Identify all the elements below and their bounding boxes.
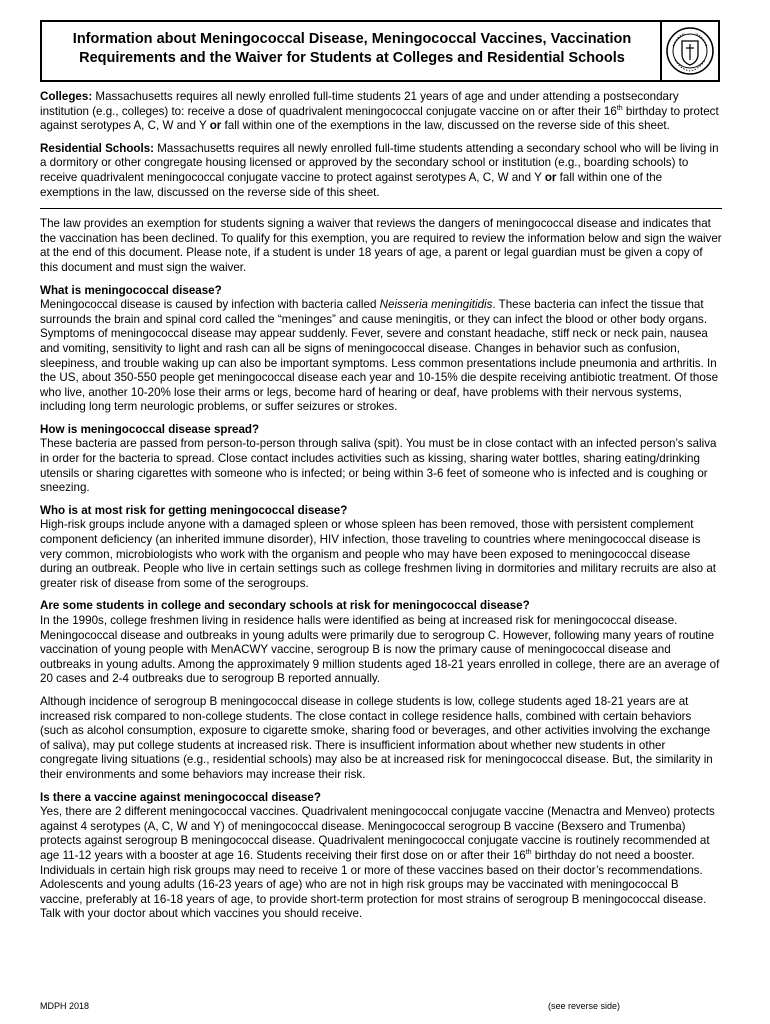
document-body — [40, 90, 722, 930]
colleges-or: or — [209, 119, 222, 133]
exemption-paragraph: The law provides an exemption for students signing a waiver that reviews the dangers of meningococcal disease and indicates that the vaccination has been declined. To qualify for this exemption, you are required to review the information below and sign the waiver at the end of this document. Please note, if a student is under 18 years of age, a parent or legal guardian must be given a copy of this document and must sign the waiver. — [40, 217, 722, 274]
residential-label: Residential Schools: — [40, 141, 155, 155]
vaccine-text-1: Yes, there are 2 different meningococcal vaccines. Quadrivalent meningococcal conjugate vaccine (Menactra and Menveo) protects against 4 serotypes (A, C, W and Y) of meningococcal disease. Meningococcal serogroup B vaccine (Bexsero and Trumenba) protects against serogroup B meningococcal disease. Quadrivalent meningococcal conjugate vaccine is routinely recommended at age 11-12 years with a booster at age 16. Students receiving their first dose on or after their 16 — [40, 805, 715, 862]
vaccine-sup: th — [525, 849, 532, 857]
title-line-2: Requirements and the Waiver for Students at Colleges and Residential Schools — [79, 50, 625, 66]
heading-students: Are some students in college and secondary schools at risk for meningococcal disease? — [40, 599, 530, 613]
spread-text: These bacteria are passed from person-to-person through saliva (spit). You must be in close contact with an infected person’s saliva in order for the bacteria to spread. Close contact includes activities such as kissing, sharing water bottles, sharing eating/drinking utensils or sharing cigarettes with someone who is infected; or being within 3-6 feet of someone who is infected and is coughing or sneezing. — [40, 437, 717, 495]
colleges-label: Colleges: — [40, 90, 93, 103]
residential-paragraph — [40, 142, 722, 200]
heading-vaccine: Is there a vaccine against meningococcal disease? — [40, 790, 321, 804]
footer-see-reverse: (see reverse side) — [548, 1001, 621, 1011]
section-what — [40, 284, 722, 415]
heading-spread: How is meningococcal disease spread? — [40, 422, 260, 436]
colleges-text-1: Massachusetts requires all newly enrolled full-time students 21 years of age and under attending a postsecondary institution (e.g., colleges) to: receive a dose of quadrivalent meningococcal conjugate vaccine on or after their 16 — [40, 90, 679, 118]
what-text-1: Meningococcal disease is caused by infection with bacteria called — [40, 298, 380, 312]
heading-risk: Who is at most risk for getting meningococcal disease? — [40, 503, 348, 517]
students-paragraph-2: Although incidence of serogroup B meningococcal disease in college students is low, college students aged 18-21 years are at increased risk compared to non-college students. The close contact in college residence halls, combined with certain behaviors (such as alcohol consumption, exposure to cigarette smoke, sharing food or beverages, and other activities involving the exchange of saliva), may put college students at increased risk. There is insufficient information about whether new students in other congregate living situations (e.g., residential schools) may also be at increased risk for meningococcal disease. But, the similarity in their environments and some behaviors may increase their risk. — [40, 694, 713, 781]
document-title — [42, 30, 662, 68]
section-students — [40, 599, 722, 687]
what-text-2: . These bacteria can infect the tissue that surrounds the brain and spinal cord called the “meninges” and cause meningitis, or they can infect the blood or other body organs. Symptoms of meningococcal disease may appear suddenly. Fever, severe and constant headache, stiff neck or neck pain, nausea and vomiting, sensitivity to light and rash can all be signs of meningococcal disease. Changes in behavior such as confusion, sleepiness, and trouble waking up can also be important symptoms. Less common presentations include pneumonia and arthritis. In the US, about 350-550 people get meningococcal disease each year and 10-15% die despite receiving antibiotic treatment. Of those who live, another 10-20% lose their arms or legs, become hard of hearing or deaf, have problems with their nervous systems, including long term neurologic problems, or suffer seizures or strokes. — [40, 298, 719, 414]
seal-box — [660, 22, 718, 80]
students-text-1: In the 1990s, college freshmen living in residence halls were identified as being at increased risk for meningococcal disease. Meningococcal disease and outbreaks in young adults were primarily due to serogroup C. However, following many years of routine vaccination of young people with MenACWY vaccine, serogroup B is now the primary cause of meningococcal disease and outbreaks in young adults. Among the approximately 9 million students aged 18-21 years enrolled in college, there are an average of 20 cases and 2-4 outbreaks due to serogroup B reported annually. — [40, 614, 720, 686]
colleges-text-2: birthday to protect against serotypes A, C, W and Y — [40, 104, 719, 133]
section-risk — [40, 504, 722, 592]
state-seal-icon — [665, 26, 715, 76]
what-italic: Neisseria meningitidis — [379, 298, 493, 312]
colleges-text-3: fall within one of the exemptions in the law, discussed on the reverse side of this sheet. — [221, 119, 670, 133]
vaccine-text-2: birthday do not need a booster. Individuals in certain high risk groups may need to receive 1 or more of these vaccines based on their doctor’s recommendations. Adolescents and young adults (16-23 years of age) who are not in high risk groups may be vaccinated with meningococcal B vaccine, preferably at 16-18 years of age, to provide short-term protection for most strains of serogroup B meningococcal disease. Talk with your doctor about which vaccines you should receive. — [40, 848, 707, 921]
document-page — [40, 20, 720, 82]
section-divider — [40, 208, 722, 209]
footer-revision: MDPH 2018 — [40, 1001, 90, 1011]
section-vaccine — [40, 791, 722, 922]
risk-text: High-risk groups include anyone with a damaged spleen or whose spleen has been removed, those with persistent complement component deficiency (an inherited immune disorder), HIV infection, those traveling to countries where meningococcal disease is very common, microbiologists who work with the organism and people who may have been exposed to meningococcal disease during an outbreak. People who live in certain settings such as college freshmen living in dormitories and military recruits are also at greater risk of disease from some of the serogroups. — [40, 518, 716, 590]
colleges-paragraph — [40, 90, 722, 134]
document-header — [40, 20, 720, 82]
section-spread — [40, 423, 722, 496]
residential-or: or — [544, 170, 557, 184]
residential-text-2: fall within one of the exemptions in the law, discussed on the reverse side of this sheet. — [40, 170, 663, 199]
title-line-1: Information about Meningococcal Disease, Meningococcal Vaccines, Vaccination — [72, 31, 632, 47]
residential-text-1: Massachusetts requires all newly enrolled full-time students attending a secondary school who will be living in a dormitory or other congregate housing licensed or approved by the secondary school or institution (e.g., boarding schools) to receive quadrivalent meningococcal conjugate vaccine to protect against serotypes A, C, W and Y — [40, 141, 719, 184]
colleges-sup: th — [616, 104, 623, 112]
heading-what: What is meningococcal disease? — [40, 283, 222, 297]
